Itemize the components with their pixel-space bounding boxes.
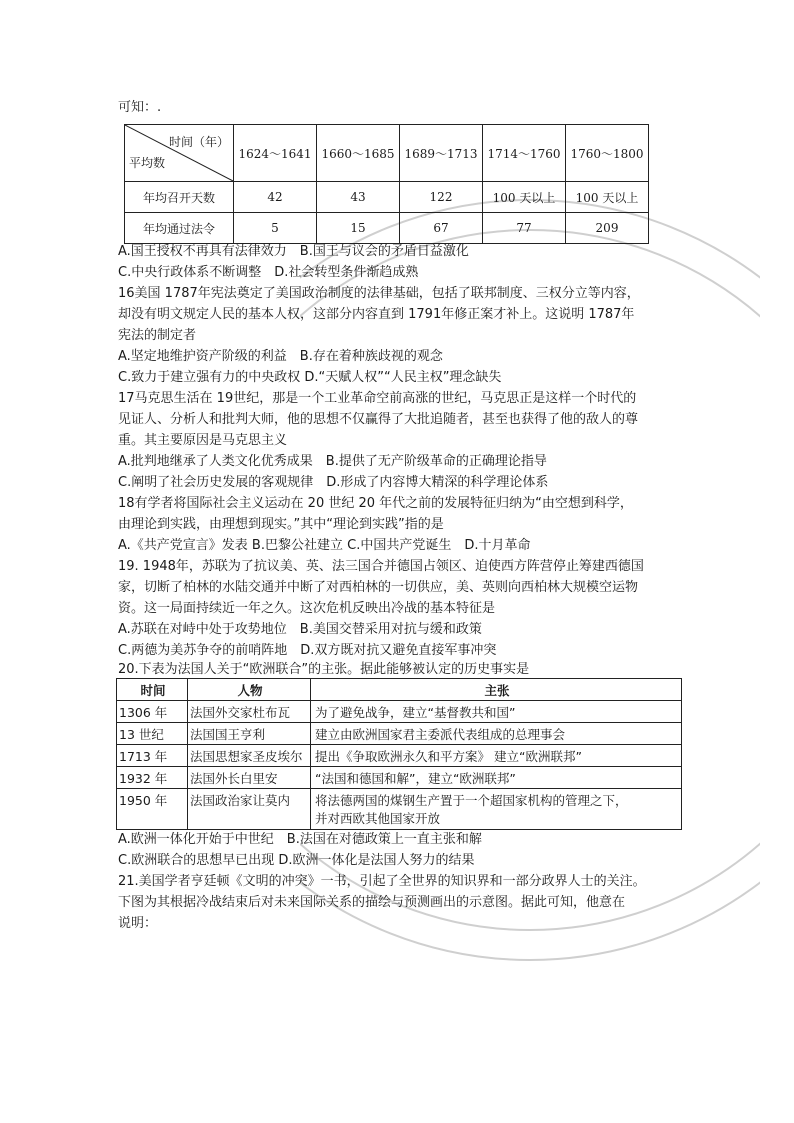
q17-option-line: C.阐明了社会历史发展的客观规律 D.形成了内容博大精深的科学理论体系	[118, 475, 549, 490]
intro-text: 可知：.	[118, 100, 162, 115]
table-cell: 43	[317, 182, 400, 213]
q18-text-line: 由理论到实践，由理想到现实。”其中“理论到实践”指的是	[118, 517, 444, 532]
q19-text-line: 19. 1948年，苏联为了抗议美、英、法三国合并德国占领区、迫使西方阵营停止筹建西德国	[118, 559, 644, 574]
table-cell: 15	[317, 213, 400, 244]
europe-union-table	[116, 678, 682, 830]
table-row	[117, 701, 682, 723]
table-cell: 122	[400, 182, 483, 213]
table-cell: 提出《争取欧洲永久和平方案》 建立“欧洲联邦”	[311, 745, 682, 767]
q21-text-line: 21.美国学者亨廷顿《文明的冲突》一书，引起了全世界的知识界和一部分政界人士的关注。	[118, 874, 646, 889]
table-cell: 法国外交家杜布瓦	[188, 701, 311, 723]
table-cell	[311, 789, 682, 830]
period-header: 1760～1800	[566, 125, 649, 182]
q16-text-line: 却没有明文规定人民的基本人权，这部分内容直到 1791年修正案才补上。这说明 1787年	[118, 307, 635, 322]
row-label: 年均召开天数	[125, 182, 234, 213]
q17-text-line: 重。其主要原因是马克思主义	[118, 433, 288, 448]
period-header: 1714～1760	[483, 125, 566, 182]
q17-text-line: 17马克思生活在 19世纪，那是一个工业革命空前高涨的世纪，马克思正是这样一个时代的	[118, 391, 637, 406]
q19-option-line: C.两德为美苏争夺的前哨阵地 D.双方既对抗又避免直接军事冲突	[118, 643, 497, 658]
q16-text-line: 宪法的制定者	[118, 328, 197, 343]
q16-option-line: A.坚定地维护资产阶级的利益 B.存在着种族歧视的观念	[118, 349, 443, 364]
table-cell: 100 天以上	[483, 182, 566, 213]
table-cell: 法国思想家圣皮埃尔	[188, 745, 311, 767]
q18-option-line: A.《共产党宣言》发表 B.巴黎公社建立 C.中国共产党诞生 D.十月革命	[118, 538, 531, 553]
q20-option-line: C.欧洲联合的思想早已出现 D.欧洲一体化是法国人努力的结果	[118, 853, 475, 868]
period-header: 1660～1685	[317, 125, 400, 182]
q15-option-line: A.国王授权不再具有法律效力 B.国王与议会的矛盾日益激化	[118, 244, 469, 259]
table-cell: 13 世纪	[117, 723, 188, 745]
table-cell: 法国国王亨利	[188, 723, 311, 745]
table-row	[117, 745, 682, 767]
corner-top-label: 时间（年）	[168, 135, 229, 149]
q15-option-line: C.中央行政体系不断调整 D.社会转型条件渐趋成熟	[118, 265, 419, 280]
table-cell: 1950 年	[117, 789, 188, 830]
table-row	[117, 789, 682, 830]
claim-line: 并对西欧其他国家开放	[315, 811, 441, 826]
table-cell: 建立由欧洲国家君主委派代表组成的总理事会	[311, 723, 682, 745]
q17-text-line: 见证人、分析人和批判大师，他的思想不仅赢得了大批追随者，甚至也获得了他的敌人的尊	[118, 412, 639, 427]
table-cell: 法国政治家让莫内	[188, 789, 311, 830]
corner-bottom-label: 平均数	[129, 156, 166, 170]
table-cell: “法国和德国和解”，建立“欧洲联邦”	[311, 767, 682, 789]
table-cell: 67	[400, 213, 483, 244]
table-cell: 42	[234, 182, 317, 213]
table-header: 人物	[188, 679, 311, 701]
table-cell: 77	[483, 213, 566, 244]
table-cell: 为了避免战争，建立“基督教共和国”	[311, 701, 682, 723]
table-row	[125, 182, 649, 213]
row-label: 年均通过法令	[125, 213, 234, 244]
period-header: 1624～1641	[234, 125, 317, 182]
corner-cell	[125, 125, 234, 182]
table-row	[125, 213, 649, 244]
q17-option-line: A.批判地继承了人类文化优秀成果 B.提供了无产阶级革命的正确理论指导	[118, 454, 547, 469]
table-cell: 1713 年	[117, 745, 188, 767]
q16-text-line: 16美国 1787年宪法奠定了美国政治制度的法律基础，包括了联邦制度、三权分立等内容，	[118, 286, 640, 301]
parliament-table	[124, 124, 649, 244]
period-header: 1689～1713	[400, 125, 483, 182]
table-row	[117, 723, 682, 745]
table-cell: 法国外长白里安	[188, 767, 311, 789]
q19-option-line: A.苏联在对峙中处于攻势地位 B.美国交替采用对抗与缓和政策	[118, 622, 482, 637]
q21-text-line: 下图为其根据冷战结束后对未来国际关系的描绘与预测画出的示意图。据此可知，他意在	[118, 895, 626, 910]
claim-line: 将法德两国的煤钢生产置于一个超国家机构的管理之下，	[315, 793, 628, 808]
table-header: 时间	[117, 679, 188, 701]
table-cell: 5	[234, 213, 317, 244]
q19-text-line: 资。这一局面持续近一年之久。这次危机反映出冷战的基本特征是	[118, 601, 496, 616]
q21-text-line: 说明：	[118, 916, 158, 931]
table-cell: 1306 年	[117, 701, 188, 723]
q20-option-line: A.欧洲一体化开始于中世纪 B.法国在对德政策上一直主张和解	[118, 832, 482, 847]
table-row	[117, 767, 682, 789]
q19-text-line: 家，切断了柏林的水陆交通并中断了对西柏林的一切供应，美、英则向西柏林大规模空运物	[118, 580, 639, 595]
table-cell: 1932 年	[117, 767, 188, 789]
q20-text-line: 20.下表为法国人关于“欧洲联合”的主张。据此能够被认定的历史事实是	[118, 662, 530, 677]
q18-text-line: 18有学者将国际社会主义运动在 20 世纪 20 年代之前的发展特征归纳为“由空想到科学，	[118, 496, 633, 511]
table-cell: 100 天以上	[566, 182, 649, 213]
table-header: 主张	[311, 679, 682, 701]
table-cell: 209	[566, 213, 649, 244]
q16-option-line: C.致力于建立强有力的中央政权 D.“天赋人权”“人民主权”理念缺失	[118, 370, 502, 385]
